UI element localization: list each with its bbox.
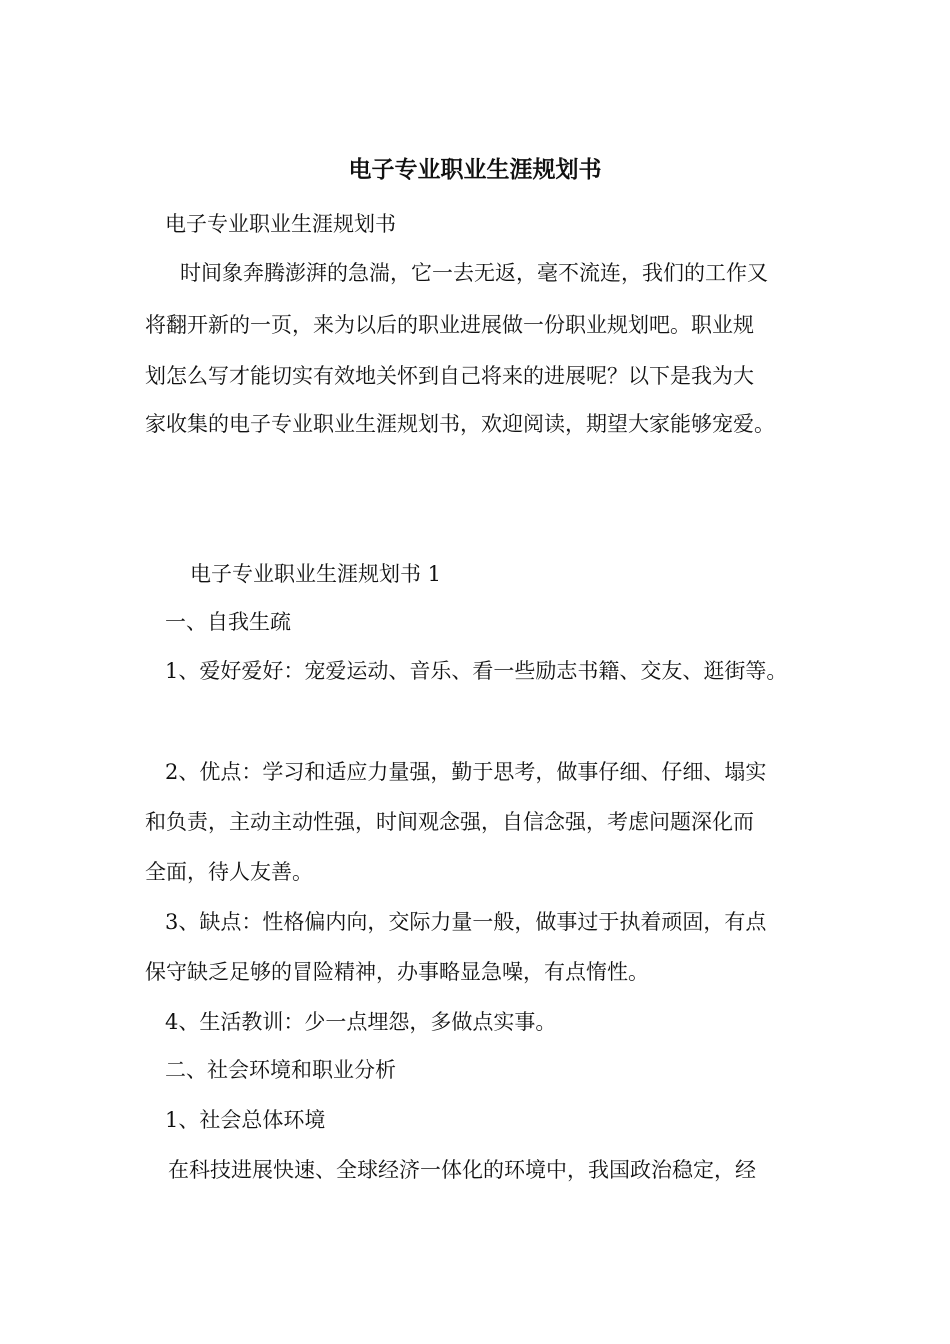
list-item: 3、缺点：性格偏内向，交际力量一般，做事过于执着顽固，有点 (165, 910, 767, 934)
part-heading: 一、自我生疏 (165, 610, 291, 634)
document-title: 电子专业职业生涯规划书 (348, 156, 602, 183)
intro-line: 将翻开新的一页，来为以后的职业进展做一份职业规划吧。职业规 (145, 313, 754, 337)
intro-line: 家收集的电子专业职业生涯规划书，欢迎阅读，期望大家能够宠爱。 (145, 412, 775, 436)
part-heading: 二、社会环境和职业分析 (165, 1058, 396, 1082)
list-item: 1、社会总体环境 (165, 1108, 326, 1132)
document-subtitle: 电子专业职业生涯规划书 (165, 212, 396, 236)
intro-line: 时间象奔腾澎湃的急湍，它一去无返，毫不流连，我们的工作又 (180, 261, 768, 285)
list-item: 4、生活教训：少一点埋怨，多做点实事。 (165, 1010, 557, 1034)
section-heading: 电子专业职业生涯规划书 1 (190, 562, 442, 586)
list-item-continuation: 保守缺乏足够的冒险精神，办事略显急噪，有点惰性。 (145, 960, 649, 984)
list-item-continuation: 全面，待人友善。 (145, 860, 313, 884)
list-item: 1、爱好爱好：宠爱运动、音乐、看一些励志书籍、交友、逛街等。 (165, 659, 788, 683)
intro-line: 划怎么写才能切实有效地关怀到自己将来的进展呢？以下是我为大 (145, 364, 754, 388)
list-item-continuation: 和负责，主动主动性强，时间观念强，自信念强，考虑问题深化而 (145, 810, 754, 834)
paragraph-line: 在科技进展快速、全球经济一体化的环境中，我国政治稳定，经 (168, 1158, 756, 1182)
list-item: 2、优点：学习和适应力量强，勤于思考，做事仔细、仔细、塌实 (165, 760, 767, 784)
